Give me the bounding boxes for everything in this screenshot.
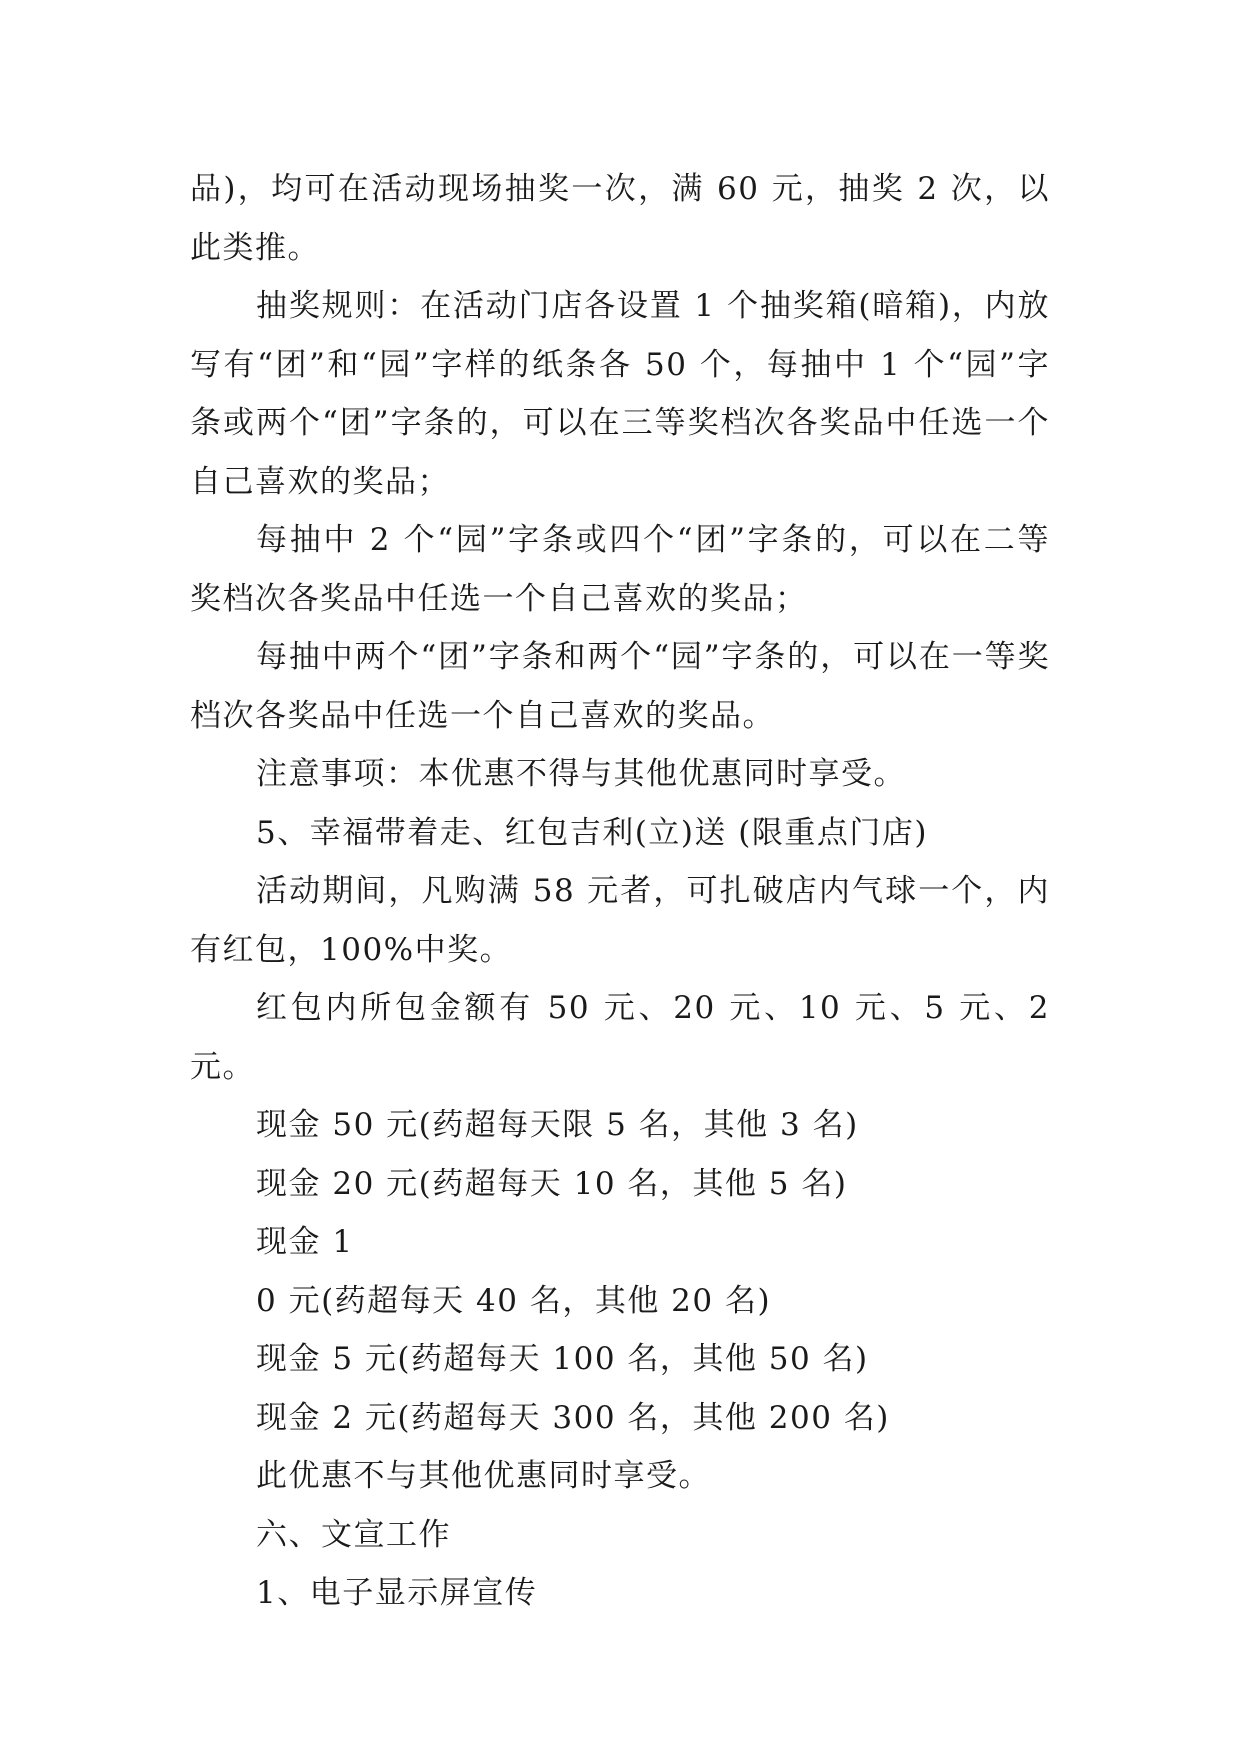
paragraph-balloon-activity: 活动期间，凡购满 58 元者，可扎破店内气球一个，内有红包，100%中奖。 [190,873,1050,968]
list-item-cash-2: 现金 2 元(药超每天 300 名，其他 200 名) [256,1399,890,1436]
list-item-cash-20: 现金 20 元(药超每天 10 名，其他 5 名) [256,1165,848,1202]
subsection-heading-display-screen: 1、电子显示屏宣传 [256,1575,538,1611]
list-item-cash-50: 现金 50 元(药超每天限 5 名，其他 3 名) [256,1107,859,1143]
document-body [190,160,1050,1623]
section-heading-publicity: 六、文宣工作 [256,1516,451,1553]
list-item-cash-5: 现金 5 元(药超每天 100 名，其他 50 名) [256,1341,869,1377]
paragraph-lottery-rules: 抽奖规则：在活动门店各设置 1 个抽奖箱(暗箱)，内放写有“团”和“园”字样的纸条各 50 个，每抽中 1 个“园”字条或两个“团”字条的，可以在三等奖档次各奖品中任选一个自己喜欢的奖品； [190,288,1050,500]
paragraph-envelope-amounts: 红包内所包金额有 50 元、20 元、10 元、5 元、2 元。 [190,990,1050,1085]
paragraph-lottery-count: 品)，均可在活动现场抽奖一次，满 60 元，抽奖 2 次，以此类推。 [190,171,1050,266]
section-heading-red-envelope: 5、幸福带着走、红包吉利(立)送 (限重点门店) [256,814,928,851]
paragraph-second-prize: 每抽中 2 个“园”字条或四个“团”字条的，可以在二等奖档次各奖品中任选一个自己喜欢的奖品； [190,522,1050,617]
paragraph-notice: 注意事项：本优惠不得与其他优惠同时享受。 [256,756,906,792]
paragraph-first-prize: 每抽中两个“团”字条和两个“园”字条的，可以在一等奖档次各奖品中任选一个自己喜欢的奖品。 [190,639,1050,734]
list-item-cash-10-part1: 现金 1 [256,1224,354,1260]
list-item-cash-10-part2: 0 元(药超每天 40 名，其他 20 名) [256,1282,772,1319]
paragraph-no-combine: 此优惠不与其他优惠同时享受。 [256,1458,711,1494]
